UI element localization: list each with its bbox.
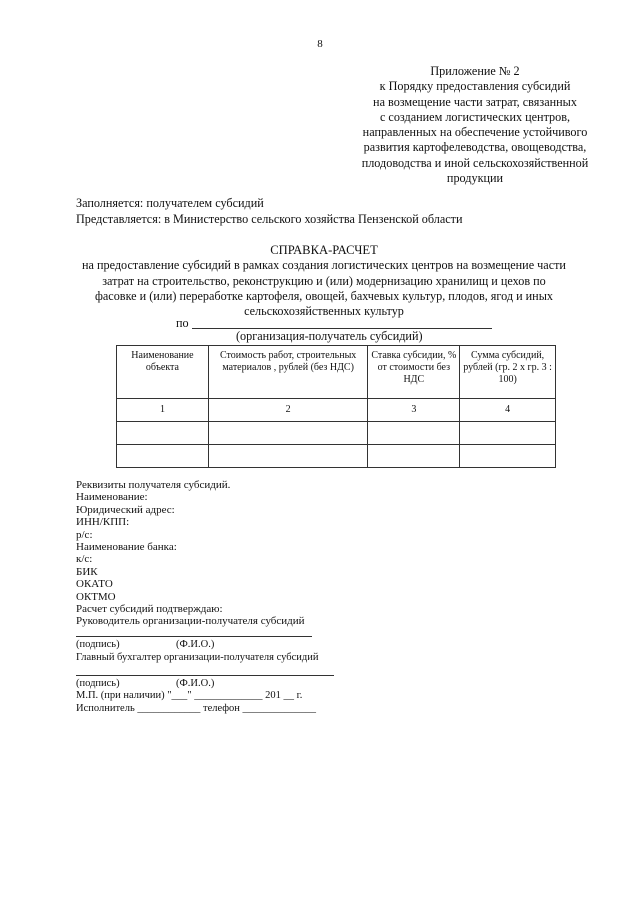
table-row <box>117 422 556 445</box>
fill-info <box>76 196 463 227</box>
seal-date-line: М.П. (при наличии) "___" _____________ 201 __ г. <box>76 690 303 701</box>
table-cell[interactable] <box>368 445 460 468</box>
header-work-cost: Стоимость работ, строительных материалов , рублей (без НДС) <box>208 346 368 399</box>
filled-by-text: Заполняется: получателем субсидий <box>76 196 264 210</box>
column-number: 2 <box>208 399 368 422</box>
title-line: затрат на строительство, реконструкцию и (или) модернизацию хранилищ и цехов по <box>102 273 546 288</box>
appendix-line: направленных на обеспечение устойчивого <box>362 125 588 140</box>
head-signature-line <box>76 636 312 637</box>
requisite-line: ОКТМО <box>76 590 116 603</box>
requisite-line: ОКАТО <box>76 578 113 591</box>
executor-phone-line: Исполнитель ____________ телефон ______________ <box>76 703 317 714</box>
title-heading: СПРАВКА-РАСЧЕТ <box>270 243 378 257</box>
column-number: 1 <box>117 399 209 422</box>
appendix-header <box>330 64 620 186</box>
requisite-line: Расчет субсидий подтверждаю: <box>76 602 223 615</box>
title-line: на предоставление субсидий в рамках создания логистических центров на возмещение части <box>82 258 566 273</box>
table-row <box>117 445 556 468</box>
table-cell[interactable] <box>117 422 209 445</box>
requisite-line: р/с: <box>76 528 93 541</box>
table-cell[interactable] <box>460 422 556 445</box>
requisite-line: Реквизиты получателя субсидий. <box>76 479 231 491</box>
fio-label: (Ф.И.О.) <box>176 639 215 650</box>
requisite-line: к/с: <box>76 553 93 566</box>
table-cell[interactable] <box>208 422 368 445</box>
requisite-line: Руководитель организации-получателя субсидий <box>76 615 305 628</box>
document-title <box>60 243 588 319</box>
table-header-row <box>117 346 556 399</box>
submitted-to-text: Представляется: в Министерство сельского хозяйства Пензенской области <box>76 211 463 226</box>
header-subsidy-rate: Ставка субсидии, % от стоимости без НДС <box>368 346 460 399</box>
signature-label: (подпись) <box>76 639 120 650</box>
appendix-line: на возмещение части затрат, связанных <box>373 94 577 109</box>
title-line: сельскохозяйственных культур <box>244 304 404 319</box>
chief-accountant-label: Главный бухгалтер организации-получателя субсидий <box>76 652 319 663</box>
requisite-line: Наименование: <box>76 491 148 504</box>
accountant-signature-caption <box>76 678 215 689</box>
table-cell[interactable] <box>368 422 460 445</box>
head-signature-caption <box>76 639 215 650</box>
title-line: фасовке и (или) переработке картофеля, овощей, бахчевых культур, плодов, ягод и иных <box>95 288 553 303</box>
header-subsidy-sum: Сумма субсидий, рублей (гр. 2 х гр. 3 : 100) <box>460 346 556 399</box>
table-cell[interactable] <box>117 445 209 468</box>
appendix-line: продукции <box>446 171 504 186</box>
appendix-line: развития картофелеводства, овощеводства, <box>363 140 587 155</box>
appendix-line: с созданием логистических центров, <box>379 109 571 124</box>
table-cell[interactable] <box>460 445 556 468</box>
requisite-line: ИНН/КПП: <box>76 516 130 529</box>
appendix-line: к Порядку предоставления субсидий <box>379 79 571 94</box>
requisite-line: БИК <box>76 565 98 578</box>
calculation-table <box>116 345 556 468</box>
appendix-line: Приложение № 2 <box>430 64 520 78</box>
accountant-signature-line <box>76 675 334 676</box>
header-object-name: Наименование объекта <box>117 346 209 399</box>
recipient-requisites <box>76 479 305 628</box>
requisite-line: Наименование банка: <box>76 540 177 553</box>
table-cell[interactable] <box>208 445 368 468</box>
signature-label: (подпись) <box>76 678 120 689</box>
fio-label: (Ф.И.О.) <box>176 678 215 689</box>
table-column-numbers-row <box>117 399 556 422</box>
po-label: по <box>176 316 189 330</box>
organization-caption: (организация-получатель субсидий) <box>236 329 423 343</box>
column-number: 3 <box>368 399 460 422</box>
appendix-line: плодоводства и иной сельскохозяйственной <box>361 155 589 170</box>
page-number: 8 <box>317 38 323 50</box>
column-number: 4 <box>460 399 556 422</box>
requisite-line: Юридический адрес: <box>76 503 175 516</box>
